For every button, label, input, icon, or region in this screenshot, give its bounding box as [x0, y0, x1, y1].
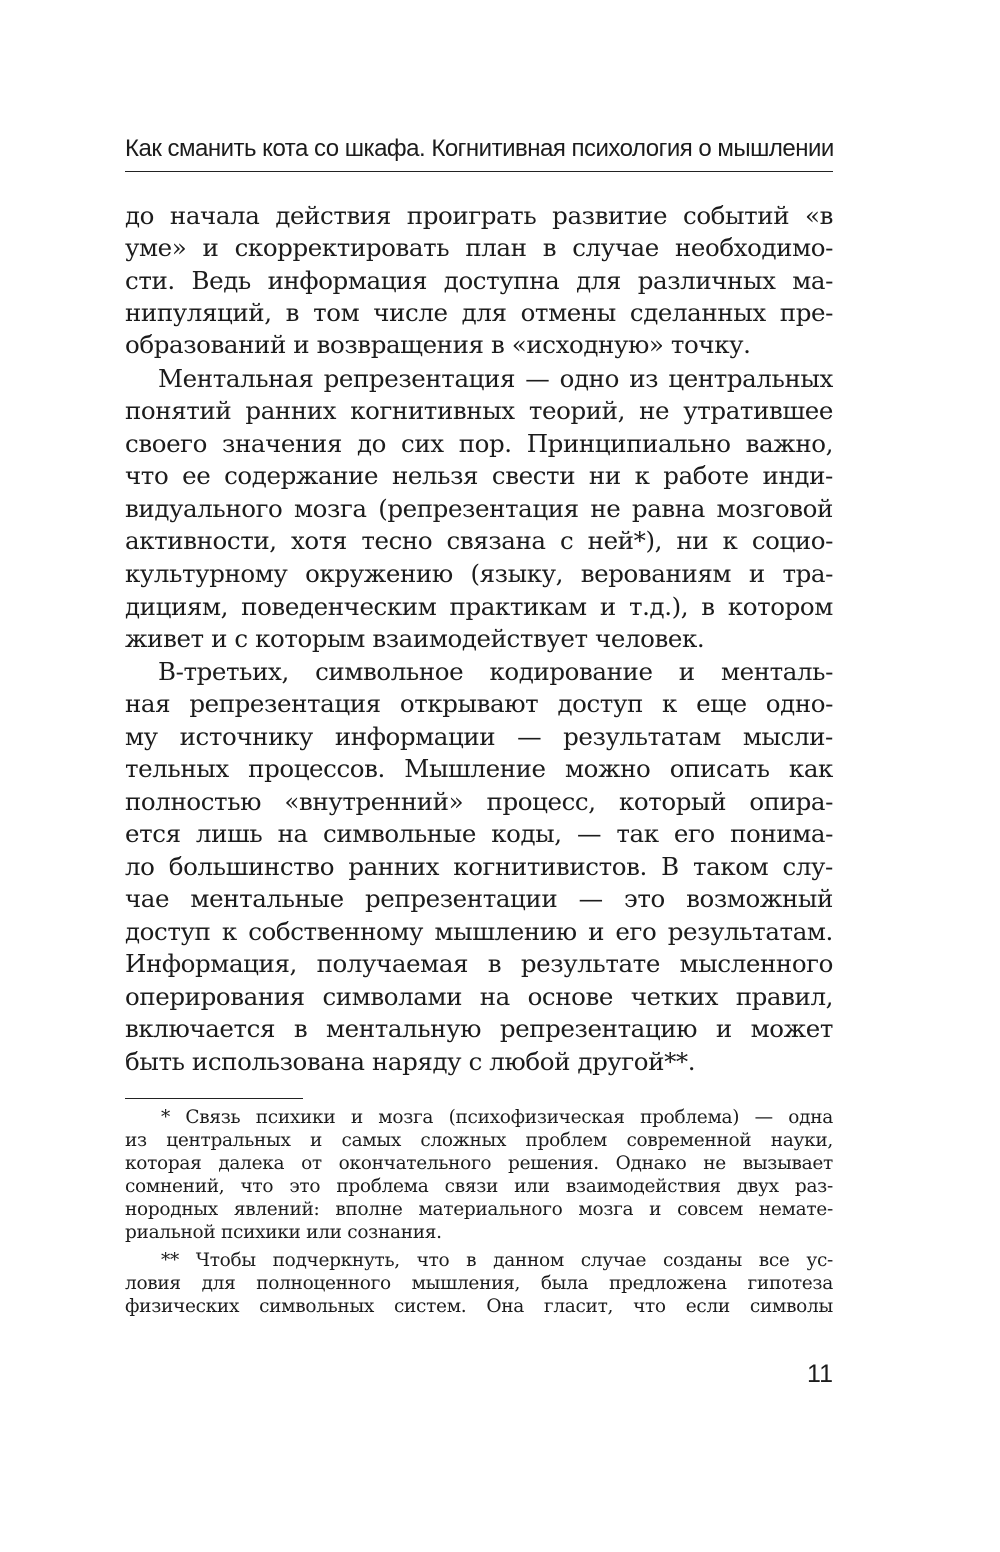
footnote-line: ловия для полноценного мышления, была предложена гипотеза: [125, 1273, 833, 1294]
footnote-line: физических символьных систем. Она гласит, что если символы: [125, 1296, 833, 1317]
header-divider: [125, 171, 833, 172]
body-line: быть использована наряду с любой другой**.: [125, 1047, 696, 1076]
body-line: активности, хотя тесно связана с ней*), ни к социо-: [125, 526, 833, 555]
body-line: полностью «внутренний» процесс, который опира-: [125, 787, 833, 816]
body-line: что ее содержание нельзя свести ни к работе инди-: [125, 461, 833, 490]
body-line: своего значения до сих пор. Принципиально важно,: [125, 429, 833, 458]
body-line: В-третьих, символьное кодирование и менталь-: [158, 657, 833, 686]
body-line: включается в ментальную репрезентацию и может: [125, 1014, 833, 1043]
body-line: культурному окружению (языку, верованиям и тра-: [125, 559, 833, 588]
footnote-line: нородных явлений: вполне материального мозга и совсем немате-: [125, 1199, 833, 1220]
body-line: Ментальная репрезентация — одно из центральных: [158, 364, 833, 393]
body-line: доступ к собственному мышлению и его результатам.: [125, 917, 833, 946]
footnote-line: из центральных и самых сложных проблем современной науки,: [125, 1130, 833, 1151]
body-line: чае ментальные репрезентации — это возможный: [125, 884, 833, 913]
body-line: тельных процессов. Мышление можно описать как: [125, 754, 833, 783]
body-line: образований и возвращения в «исходную» точку.: [125, 330, 751, 359]
body-line: Информация, получаемая в результате мысленного: [125, 949, 833, 978]
body-line: му источнику информации — результатам мысли-: [125, 722, 833, 751]
footnote-line: которая далека от окончательного решения. Однако не вызывает: [125, 1153, 833, 1174]
body-line: сти. Ведь информация доступна для различных ма-: [125, 266, 833, 295]
footnote-line: * Связь психики и мозга (психофизическая проблема) — одна: [161, 1107, 833, 1128]
body-line: уме» и скорректировать план в случае необходимо-: [125, 233, 833, 262]
footnote-divider: [125, 1098, 303, 1099]
body-line: нипуляций, в том числе для отмены сделанных пре-: [125, 298, 833, 327]
footnote-line: риальной психики или сознания.: [125, 1222, 442, 1243]
body-line: видуального мозга (репрезентация не равна мозговой: [125, 494, 833, 523]
body-line: ется лишь на символьные коды, — так его понима-: [125, 819, 833, 848]
body-line: до начала действия проиграть развитие событий «в: [125, 201, 833, 230]
body-line: оперирования символами на основе четких правил,: [125, 982, 833, 1011]
footnote-line: ** Чтобы подчеркнуть, что в данном случае созданы все ус-: [161, 1250, 833, 1271]
body-line: живет и с которым взаимодействует человек.: [125, 624, 705, 653]
page-number: 11: [807, 1360, 833, 1388]
body-line: ло большинство ранних когнитивистов. В таком слу-: [125, 852, 833, 881]
body-line: дициям, поведенческим практикам и т.д.), в котором: [125, 592, 833, 621]
body-line: ная репрезентация открывают доступ к еще одно-: [125, 689, 833, 718]
body-line: понятий ранних когнитивных теорий, не утратившее: [125, 396, 833, 425]
running-head-title: Как сманить кота со шкафа. Когнитивная психология о мышлении: [125, 135, 834, 162]
footnote-line: сомнений, что это проблема связи или взаимодействия двух раз-: [125, 1176, 833, 1197]
